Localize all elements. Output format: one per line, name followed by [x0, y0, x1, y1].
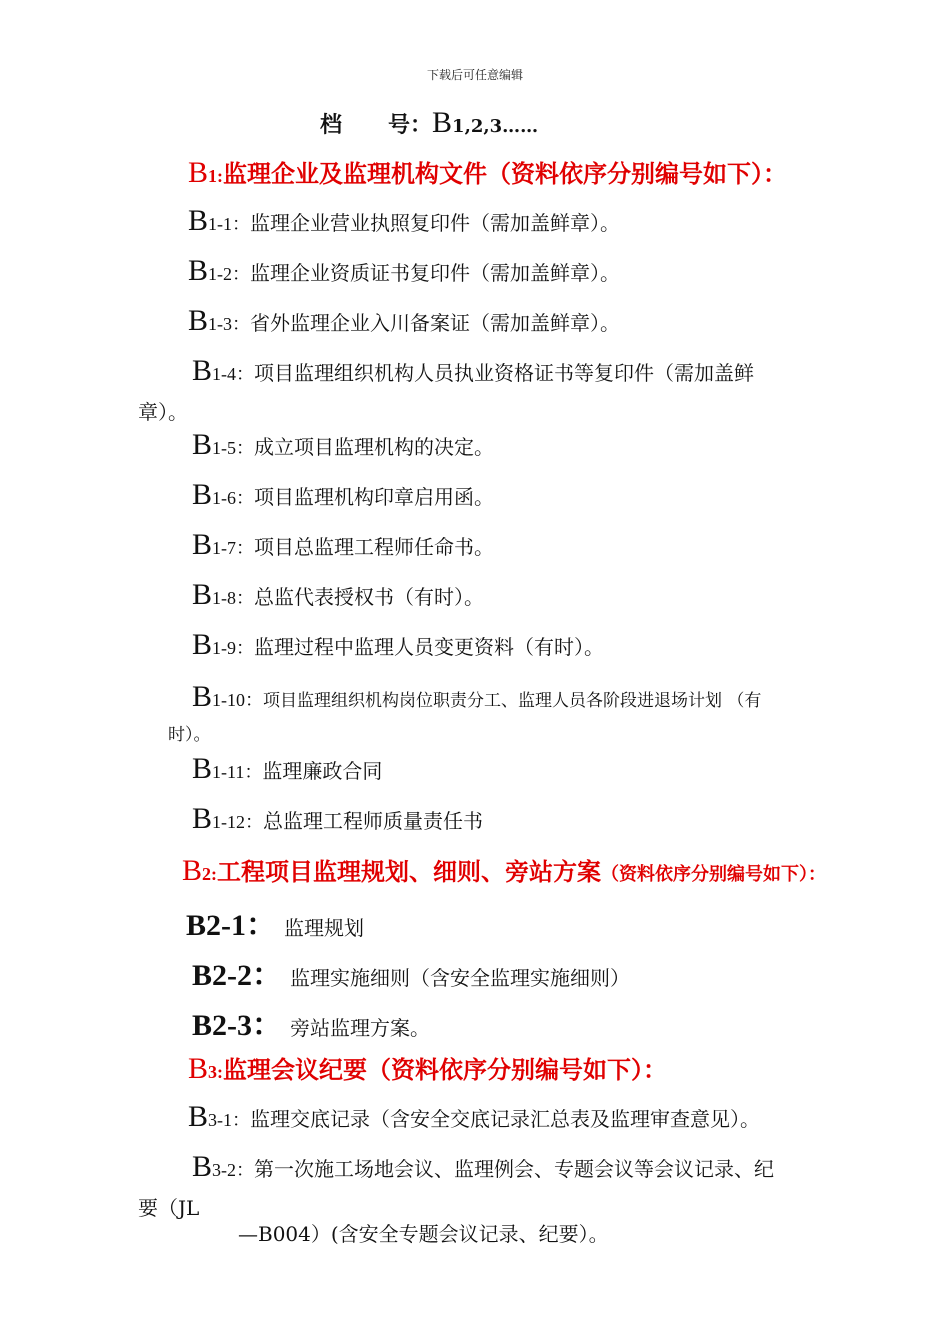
list-item-continuation: 时）。 [168, 725, 211, 745]
item-code: B [188, 1100, 209, 1133]
item-text: 成立项目监理机构的决定。 [254, 435, 495, 459]
list-item [192, 578, 484, 612]
item-text: 第一次施工场地会议、监理例会、专题会议等会议记录、纪 [254, 1157, 775, 1181]
item-text: 监理规划 [284, 916, 364, 940]
list-item [188, 1100, 760, 1134]
item-text: 总监代表授权书（有时）。 [254, 585, 485, 609]
item-sub: 1-3： [208, 314, 251, 334]
item-code: B [192, 802, 213, 835]
section-sub: 1: [208, 166, 224, 186]
item-code: B2-1： [186, 909, 276, 942]
item-code: B2-3： [192, 1009, 282, 1042]
item-text: 项目监理组织机构岗位职责分工、监理人员各阶段进退场计划 （有 [263, 691, 762, 711]
item-sub: 1-10： [212, 690, 264, 710]
header-note: 下载后可任意编辑 [426, 68, 523, 82]
doc-number-code: B [432, 106, 453, 139]
item-code: B [192, 354, 213, 387]
item-text: 旁站监理方案。 [290, 1016, 430, 1040]
section-title: 工程项目监理规划、细则、旁站方案 [217, 857, 602, 886]
section-code: B [182, 854, 203, 887]
item-code: B [192, 528, 213, 561]
item-text: 监理廉政合同 [262, 759, 383, 783]
doc-number-label-2: 号： [388, 112, 433, 138]
item-code: B [192, 680, 213, 713]
list-item [192, 628, 604, 662]
item-sub: 3-2： [212, 1160, 255, 1180]
item-sub: 3-1： [208, 1110, 251, 1130]
section-heading-b2 [182, 852, 826, 888]
item-text: 监理实施细则（含安全监理实施细则） [290, 966, 630, 990]
item-code: B [188, 204, 209, 237]
item-text: 项目监理机构印章启用函。 [254, 485, 495, 509]
list-item [192, 354, 754, 388]
item-text: 监理交底记录（含安全交底记录汇总表及监理审查意见）。 [250, 1107, 761, 1131]
list-item-continuation: 要（JL [138, 1196, 200, 1220]
item-code: B [188, 304, 209, 337]
item-sub: 1-4： [212, 364, 255, 384]
list-item [188, 304, 620, 338]
item-code: B [192, 628, 213, 661]
section-sub: 2: [202, 864, 218, 884]
section-code: B [188, 156, 209, 189]
item-code: B [192, 428, 213, 461]
item-code: B [192, 478, 213, 511]
item-code: B [192, 752, 213, 785]
item-sub: 1-7： [212, 538, 255, 558]
list-item [192, 950, 630, 994]
item-sub: 1-9： [212, 638, 255, 658]
list-item [192, 528, 494, 562]
list-item [192, 1000, 430, 1044]
list-item [192, 478, 494, 512]
item-text: 总监理工程师质量责任书 [263, 809, 484, 833]
list-item [192, 680, 761, 714]
section-sub: 3: [208, 1062, 224, 1082]
item-sub: 1-11： [212, 762, 263, 782]
item-code: B [188, 254, 209, 287]
section-title: 监理企业及监理机构文件（资料依序分别编号如下）： [223, 159, 788, 188]
item-code: B2-2： [192, 959, 282, 992]
section-title: 监理会议纪要（资料依序分别编号如下）： [223, 1055, 668, 1084]
section-title-note: （资料依序分别编号如下）： [601, 864, 827, 885]
list-item [192, 802, 483, 836]
item-sub: 1-2： [208, 264, 251, 284]
item-text: 省外监理企业入川备案证（需加盖鲜章）。 [250, 311, 621, 335]
item-sub: 1-12： [212, 812, 264, 832]
item-sub: 1-6： [212, 488, 255, 508]
section-heading-b3 [188, 1050, 667, 1086]
item-text: 监理企业营业执照复印件（需加盖鲜章）。 [250, 211, 621, 235]
doc-number-label: 档 [320, 112, 343, 138]
doc-number-sub: 1,2,3…… [452, 116, 539, 137]
list-item [192, 1150, 774, 1184]
item-sub: 1-8： [212, 588, 255, 608]
list-item [188, 254, 620, 288]
item-sub: 1-1： [208, 214, 251, 234]
document-number [320, 106, 538, 140]
item-text: 项目总监理工程师任命书。 [254, 535, 495, 559]
list-item [188, 204, 620, 238]
list-item [186, 900, 364, 944]
section-code: B [188, 1052, 209, 1085]
item-text: 监理过程中监理人员变更资料（有时）。 [254, 635, 605, 659]
section-heading-b1 [188, 154, 787, 190]
list-item [192, 752, 382, 786]
item-text: 项目监理组织机构人员执业资格证书等复印件（需加盖鲜 [254, 361, 755, 385]
item-code: B [192, 1150, 213, 1183]
item-code: B [192, 578, 213, 611]
list-item-continuation: 章）。 [138, 400, 188, 424]
item-sub: 1-5： [212, 438, 255, 458]
list-item-continuation: —B004）(含安全专题会议记录、纪要）。 [238, 1222, 609, 1246]
list-item [192, 428, 494, 462]
item-text: 监理企业资质证书复印件（需加盖鲜章）。 [250, 261, 621, 285]
